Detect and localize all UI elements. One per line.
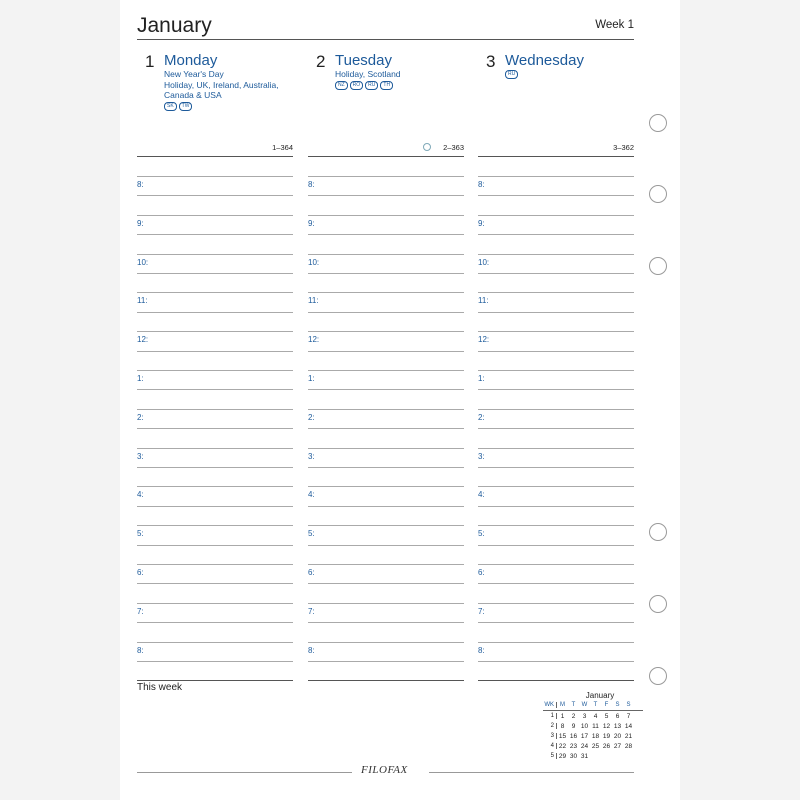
writing-line[interactable]: [308, 273, 464, 274]
hour-label: 8:: [137, 180, 144, 189]
day-count: 3–362: [613, 143, 634, 152]
hour-label: 2:: [308, 412, 315, 422]
weekday-label: W: [581, 702, 588, 708]
writing-line[interactable]: [137, 622, 293, 623]
week-number: 2: [543, 723, 557, 729]
footer-rule-left: [137, 772, 352, 773]
hour-label: 8:: [137, 645, 144, 655]
calendar-date: 12: [602, 722, 611, 730]
writing-line[interactable]: [308, 467, 464, 468]
hour-label: 8:: [308, 645, 315, 655]
week-column-label: WK: [543, 702, 557, 708]
hour-label: 7:: [308, 606, 315, 616]
day-note: Holiday, Scotland: [335, 69, 401, 79]
writing-line[interactable]: [137, 409, 293, 410]
mini-calendar: [543, 691, 643, 761]
country-tags: [164, 102, 304, 111]
writing-line[interactable]: [478, 545, 634, 546]
writing-line[interactable]: [308, 661, 464, 662]
day-note-block: [335, 69, 475, 90]
calendar-date: 23: [569, 742, 578, 750]
writing-line[interactable]: [478, 642, 634, 643]
writing-line[interactable]: [137, 506, 293, 507]
weekday-label: M: [560, 702, 565, 708]
writing-line[interactable]: [308, 448, 464, 449]
calendar-date: 20: [613, 732, 622, 740]
writing-line[interactable]: [478, 195, 634, 196]
week-number: 1: [543, 713, 557, 719]
hour-label: 1:: [308, 374, 315, 383]
binder-hole-icon: [649, 595, 667, 613]
writing-line[interactable]: [137, 642, 293, 643]
hour-label: 11:: [137, 296, 148, 306]
filofax-logo: FILOFAX: [361, 764, 408, 776]
writing-line[interactable]: [308, 642, 464, 643]
writing-line[interactable]: [308, 622, 464, 623]
writing-line[interactable]: [478, 680, 634, 681]
writing-line[interactable]: [308, 234, 464, 235]
writing-line[interactable]: [478, 292, 634, 293]
mini-calendar-week: [543, 741, 643, 751]
diary-page: [120, 0, 680, 800]
writing-line[interactable]: [478, 506, 634, 507]
mini-calendar-week: [543, 711, 643, 721]
writing-line[interactable]: [137, 467, 293, 468]
writing-line[interactable]: [478, 254, 634, 255]
week-number: 4: [543, 743, 557, 749]
calendar-date: 17: [580, 732, 589, 740]
writing-line[interactable]: [137, 273, 293, 274]
writing-line[interactable]: [137, 545, 293, 546]
weekday-label: T: [593, 702, 598, 708]
writing-line[interactable]: [478, 583, 634, 584]
writing-line[interactable]: [308, 351, 464, 352]
writing-line[interactable]: [308, 331, 464, 332]
writing-line[interactable]: [478, 176, 634, 177]
day-note-block: [505, 69, 645, 79]
calendar-date: 30: [569, 752, 578, 760]
writing-line[interactable]: [478, 273, 634, 274]
writing-line[interactable]: [137, 234, 293, 235]
writing-line[interactable]: [137, 583, 293, 584]
calendar-date: 5: [604, 712, 609, 720]
hour-label: 1:: [478, 374, 485, 383]
calendar-date: 24: [580, 742, 589, 750]
calendar-date: 11: [592, 722, 599, 730]
writing-line[interactable]: [478, 234, 634, 235]
writing-line[interactable]: [308, 486, 464, 487]
country-tag: RU: [365, 81, 378, 90]
hour-label: 11:: [478, 296, 489, 306]
calendar-date: 21: [624, 732, 633, 740]
binder-hole-icon: [649, 667, 667, 685]
weekday-label: S: [615, 702, 620, 708]
week-label: Week 1: [595, 19, 634, 31]
writing-line[interactable]: [308, 506, 464, 507]
hour-label: 7:: [137, 606, 144, 616]
mini-calendar-week: [543, 731, 643, 741]
country-tag: RO: [350, 81, 364, 90]
calendar-date: 14: [624, 722, 633, 730]
day-count: 1–364: [272, 143, 293, 152]
calendar-date: 15: [558, 732, 567, 740]
hour-label: 4:: [137, 490, 144, 500]
country-tag: RU: [505, 70, 518, 79]
writing-line[interactable]: [308, 525, 464, 526]
hour-label: 4:: [308, 490, 315, 500]
hour-label: 4:: [478, 490, 485, 500]
writing-line[interactable]: [137, 176, 293, 177]
weekday-label: S: [626, 702, 631, 708]
writing-line[interactable]: [308, 428, 464, 429]
writing-line[interactable]: [308, 312, 464, 313]
country-tag: TW: [179, 102, 193, 111]
this-week-label: This week: [137, 682, 183, 693]
hour-label: 5:: [478, 529, 485, 539]
day-rule: [478, 156, 634, 157]
writing-line[interactable]: [137, 351, 293, 352]
country-tag: SK: [164, 102, 177, 111]
weekday-label: T: [571, 702, 576, 708]
calendar-date: 4: [593, 712, 598, 720]
writing-line[interactable]: [478, 331, 634, 332]
writing-line[interactable]: [308, 564, 464, 565]
writing-line[interactable]: [478, 409, 634, 410]
writing-line[interactable]: [478, 467, 634, 468]
writing-line[interactable]: [308, 176, 464, 177]
writing-line[interactable]: [137, 292, 293, 293]
country-tag: NZ: [335, 81, 348, 90]
calendar-date: 31: [580, 752, 589, 760]
day-number: 1: [145, 52, 155, 71]
writing-line[interactable]: [478, 448, 634, 449]
calendar-date: 16: [569, 732, 578, 740]
calendar-date: 27: [613, 742, 622, 750]
header-rule: [137, 39, 634, 40]
writing-line[interactable]: [137, 603, 293, 604]
writing-line[interactable]: [478, 312, 634, 313]
writing-line[interactable]: [478, 351, 634, 352]
calendar-date: 28: [624, 742, 633, 750]
writing-line[interactable]: [137, 254, 293, 255]
hour-label: 8:: [308, 180, 315, 189]
writing-line[interactable]: [478, 525, 634, 526]
calendar-date: 10: [580, 722, 589, 730]
hour-label: 5:: [137, 529, 144, 539]
mini-calendar-header: [543, 700, 643, 711]
writing-line[interactable]: [308, 195, 464, 196]
writing-line[interactable]: [478, 389, 634, 390]
footer-rule-right: [429, 772, 634, 773]
week-number: 3: [543, 733, 557, 739]
hour-label: 3:: [478, 451, 485, 461]
day-note: New Year's Day Holiday, UK, Ireland, Australia, Canada & USA: [164, 69, 279, 100]
hour-label: 9:: [478, 218, 485, 228]
calendar-date: 8: [560, 722, 565, 730]
calendar-date: 18: [591, 732, 600, 740]
writing-line[interactable]: [478, 370, 634, 371]
writing-line[interactable]: [308, 603, 464, 604]
mini-calendar-week: [543, 721, 643, 731]
writing-line[interactable]: [308, 583, 464, 584]
moon-phase-icon: [423, 143, 431, 151]
writing-line[interactable]: [308, 370, 464, 371]
hour-label: 6:: [478, 568, 485, 577]
country-tags: [505, 70, 645, 79]
calendar-date: 7: [626, 712, 631, 720]
hour-label: 2:: [137, 412, 144, 422]
hour-label: 10:: [137, 257, 149, 267]
hour-label: 11:: [308, 296, 319, 306]
hour-label: 12:: [478, 335, 490, 345]
writing-line[interactable]: [137, 312, 293, 313]
calendar-date: 22: [558, 742, 567, 750]
hour-label: 12:: [137, 335, 149, 345]
hour-label: 1:: [137, 374, 144, 383]
writing-line[interactable]: [308, 389, 464, 390]
hour-label: 3:: [137, 451, 144, 461]
day-number: 3: [486, 52, 496, 71]
binder-hole-icon: [649, 185, 667, 203]
calendar-date: 1: [560, 712, 565, 720]
hour-label: 10:: [478, 257, 490, 267]
day-rule: [308, 156, 464, 157]
day-name: Monday: [164, 52, 218, 69]
hour-label: 9:: [137, 218, 144, 228]
writing-line[interactable]: [478, 428, 634, 429]
binder-hole-icon: [649, 114, 667, 132]
writing-line[interactable]: [308, 254, 464, 255]
writing-line[interactable]: [137, 370, 293, 371]
hour-label: 6:: [137, 568, 144, 577]
writing-line[interactable]: [478, 564, 634, 565]
writing-line[interactable]: [308, 409, 464, 410]
writing-line[interactable]: [308, 292, 464, 293]
day-name: Wednesday: [505, 52, 584, 69]
day-note-block: [164, 69, 304, 111]
writing-line[interactable]: [137, 564, 293, 565]
writing-line[interactable]: [308, 215, 464, 216]
writing-line[interactable]: [308, 680, 464, 681]
writing-line[interactable]: [137, 389, 293, 390]
writing-line[interactable]: [137, 195, 293, 196]
day-rule: [137, 156, 293, 157]
writing-line[interactable]: [478, 661, 634, 662]
writing-line[interactable]: [478, 603, 634, 604]
calendar-date: 29: [558, 752, 567, 760]
hour-label: 5:: [308, 529, 315, 539]
writing-line[interactable]: [478, 215, 634, 216]
calendar-date: 6: [615, 712, 620, 720]
writing-line[interactable]: [308, 545, 464, 546]
writing-line[interactable]: [137, 428, 293, 429]
month-title: January: [137, 14, 212, 37]
calendar-date: 2: [571, 712, 576, 720]
country-tags: [335, 81, 475, 90]
hour-label: 3:: [308, 451, 315, 461]
writing-line[interactable]: [137, 331, 293, 332]
writing-line[interactable]: [137, 486, 293, 487]
calendar-date: 26: [602, 742, 611, 750]
writing-line[interactable]: [478, 486, 634, 487]
weekday-label: F: [604, 702, 609, 708]
hour-label: 10:: [308, 257, 320, 267]
country-tag: TH: [380, 81, 393, 90]
hour-label: 6:: [308, 568, 315, 577]
mini-calendar-week: [543, 751, 643, 761]
writing-line[interactable]: [478, 622, 634, 623]
day-name: Tuesday: [335, 52, 392, 69]
hour-label: 8:: [478, 645, 485, 655]
writing-line[interactable]: [137, 661, 293, 662]
calendar-date: 9: [571, 722, 576, 730]
binder-hole-icon: [649, 523, 667, 541]
hour-label: 9:: [308, 218, 315, 228]
hour-label: 7:: [478, 606, 485, 616]
binder-hole-icon: [649, 257, 667, 275]
writing-line[interactable]: [137, 525, 293, 526]
writing-line[interactable]: [137, 215, 293, 216]
calendar-date: 13: [613, 722, 622, 730]
day-number: 2: [316, 52, 326, 71]
week-number: 5: [543, 753, 557, 759]
calendar-date: 19: [602, 732, 611, 740]
hour-label: 12:: [308, 335, 320, 345]
mini-calendar-title: January: [585, 691, 615, 700]
writing-line[interactable]: [137, 448, 293, 449]
day-count: 2–363: [443, 143, 464, 152]
hour-label: 2:: [478, 412, 485, 422]
calendar-date: 25: [591, 742, 600, 750]
hour-label: 8:: [478, 180, 485, 189]
calendar-date: 3: [582, 712, 587, 720]
